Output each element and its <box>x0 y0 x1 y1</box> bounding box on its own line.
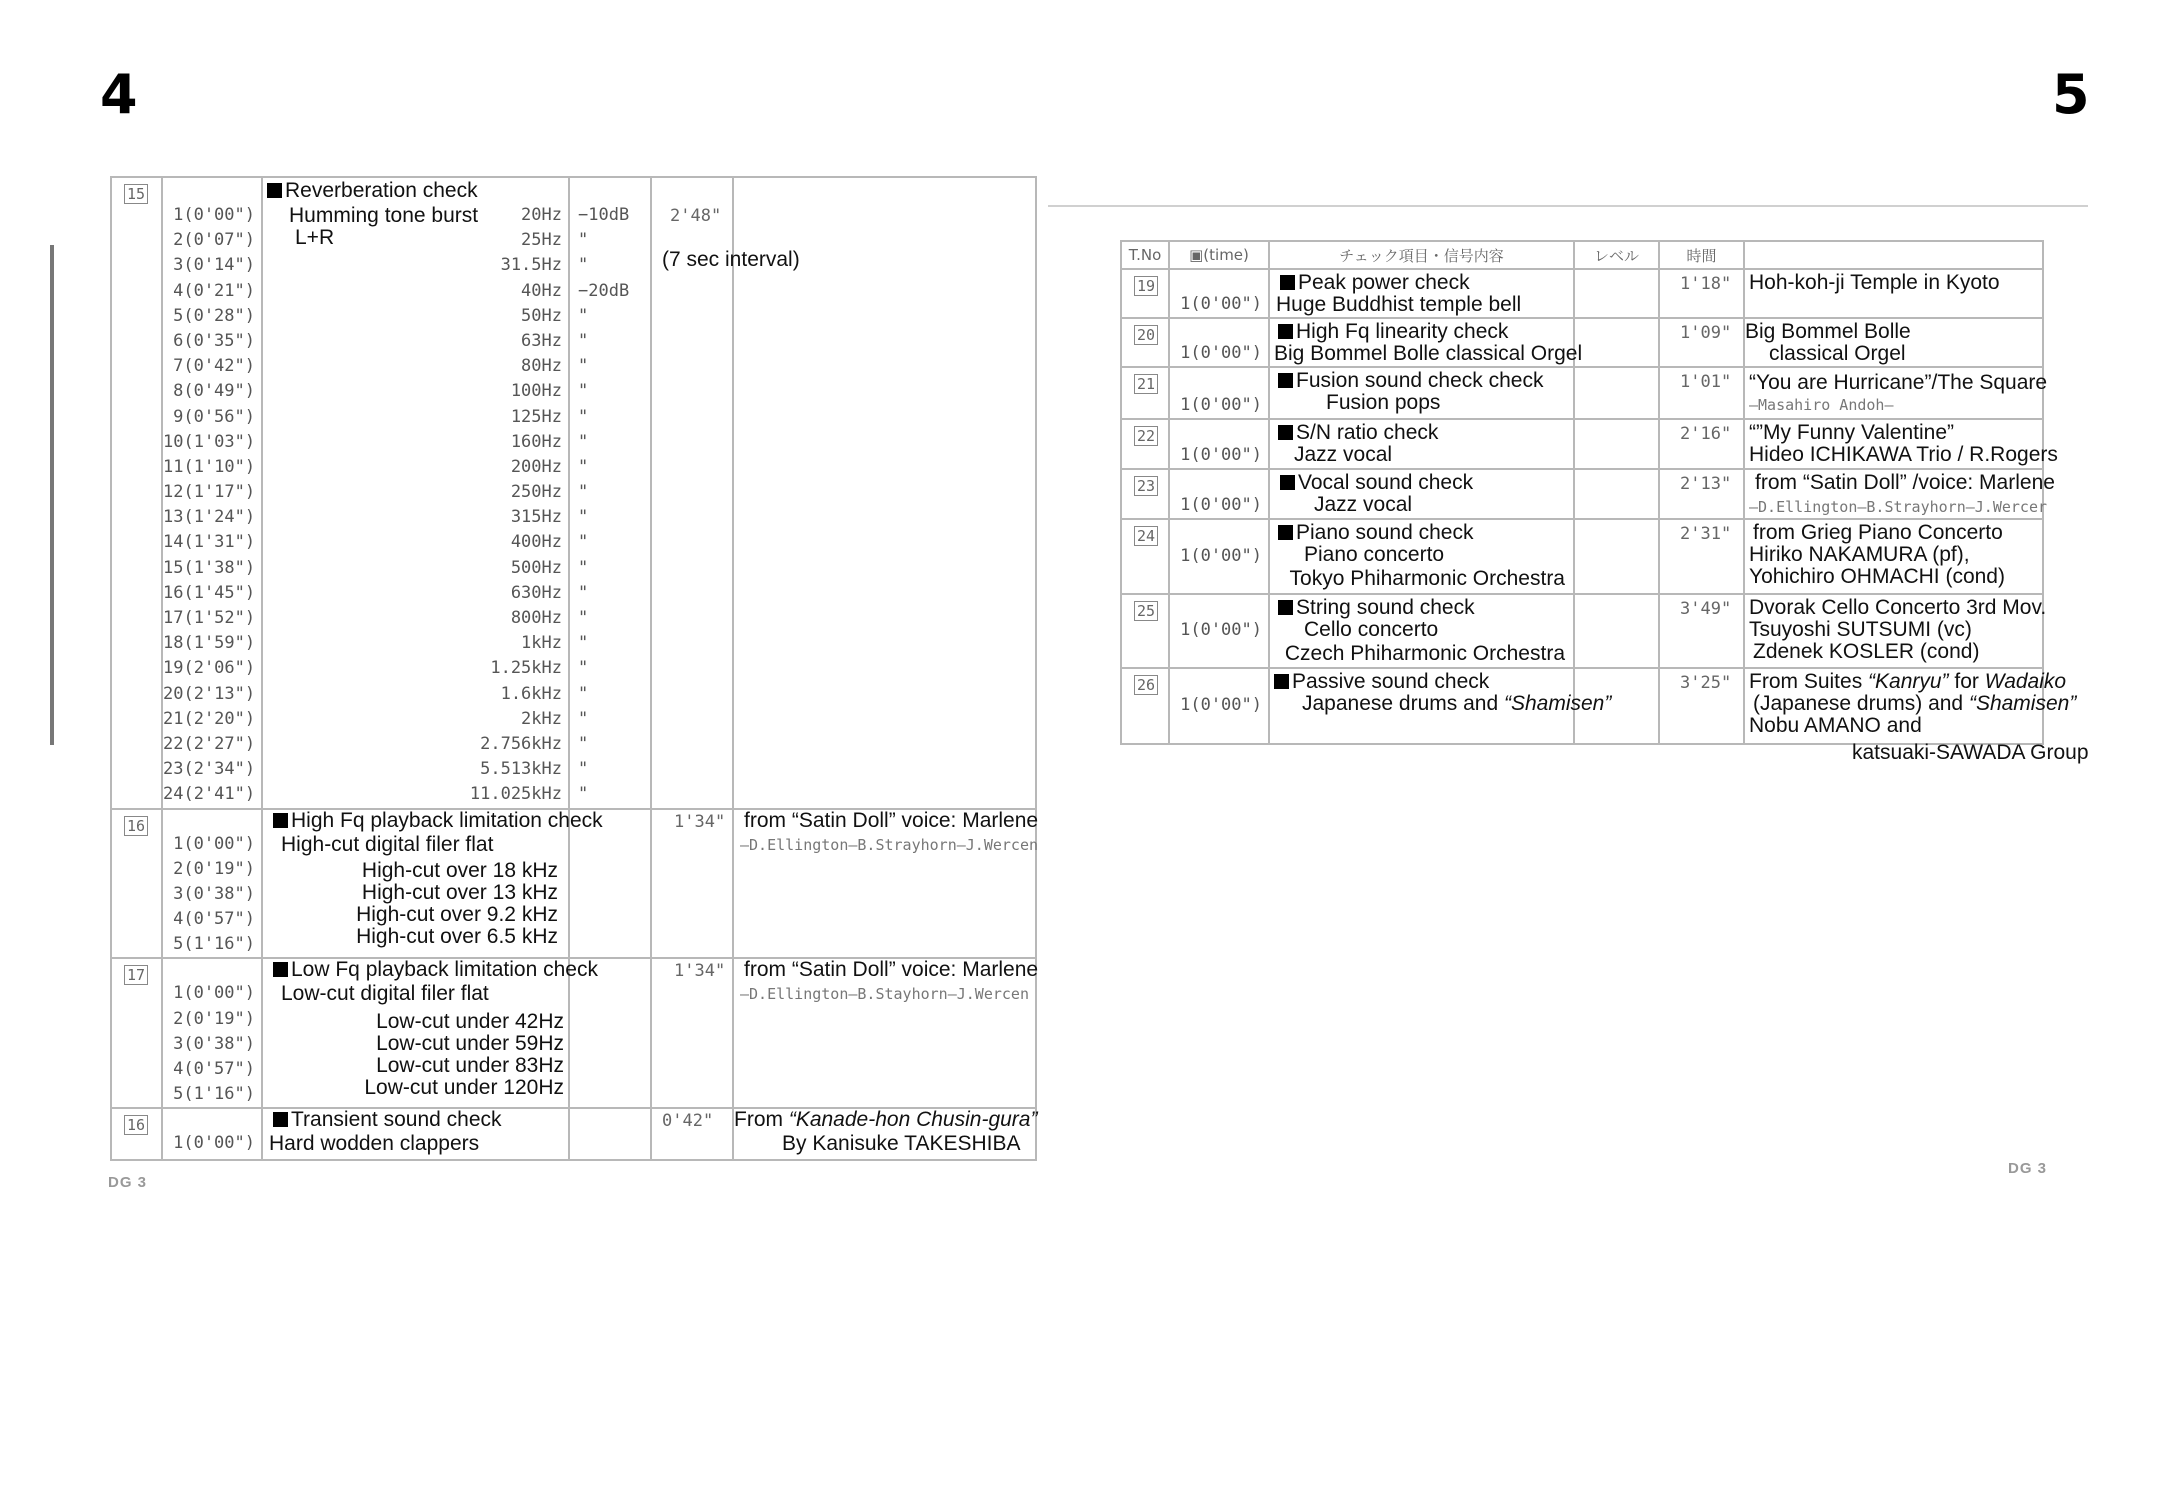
check-title <box>1278 597 1475 619</box>
header-items: チェック項目・信号内容 <box>1269 241 1574 269</box>
filter-item: High-cut over 13 kHz <box>361 880 558 904</box>
track-number: 26 <box>1134 675 1158 695</box>
source-prefix: From <box>734 1108 789 1132</box>
check-title: High Fq playback limitation check <box>291 808 603 832</box>
level-value: " <box>578 431 589 452</box>
level-value: −10dB <box>578 205 630 225</box>
time-mark: 5(0'28") <box>173 305 255 326</box>
time-mark: 22(2'27") <box>163 733 256 754</box>
freq-value: 1kHz <box>521 633 562 654</box>
track-16-row <box>111 809 1036 959</box>
time-mark: 2(0'19") <box>173 1008 255 1029</box>
check-label: String sound check <box>1296 596 1475 619</box>
freq-value: 5.513kHz <box>480 759 562 780</box>
right-table-header <box>1121 241 2043 269</box>
t15-freqs <box>263 203 568 808</box>
duration: 2'16" <box>1680 424 1732 444</box>
level-value: " <box>578 633 589 654</box>
track-number: 17 <box>124 965 148 985</box>
freq-value: 250Hz <box>510 482 562 503</box>
time-mark: 23(2'34") <box>163 759 256 780</box>
t17-check-title <box>273 959 598 981</box>
bullet-square-icon <box>1280 275 1295 290</box>
freq-value: 40Hz <box>521 280 562 301</box>
level-value: " <box>578 608 589 628</box>
freq-value: 80Hz <box>521 356 562 377</box>
check-label: S/N ratio check <box>1296 421 1439 444</box>
check-label: Passive sound check <box>1292 670 1490 693</box>
level-value: " <box>578 305 589 326</box>
source-title: Wadaiko <box>1984 670 2067 693</box>
footer-right: DG 3 <box>2008 1160 2048 1177</box>
source-line2: Hideo ICHIKAWA Trio / R.Rogers <box>1749 443 2058 466</box>
filter-item: High-cut over 18 kHz <box>361 858 558 882</box>
freq-value: 200Hz <box>510 456 562 477</box>
time-mark: 1(0'00") <box>173 833 255 854</box>
bullet-square-icon <box>273 813 288 828</box>
source: Hoh-koh-ji Temple in Kyoto <box>1749 271 2000 294</box>
bullet-square-icon <box>1278 373 1293 388</box>
duration: 1'09" <box>1680 323 1732 343</box>
time-mark: 18(1'59") <box>163 633 256 654</box>
track-22-row <box>1121 419 2043 469</box>
level-value: " <box>578 557 589 578</box>
check-title <box>1278 321 1508 343</box>
t17-credit: —D.Ellington—B.Stayhorn—J.Wercen <box>740 985 1029 1004</box>
bullet-square-icon <box>1278 600 1293 615</box>
time-mark: 13(1'24") <box>163 507 256 528</box>
track-26-row <box>1121 668 2043 744</box>
time-mark: 3(0'14") <box>173 255 255 276</box>
level-value: " <box>578 406 589 427</box>
check-title <box>1278 370 1543 392</box>
source-title: “Kanade-hon Chusin-gura” <box>788 1108 1038 1132</box>
t18-source <box>734 1109 1037 1131</box>
freq-value: 63Hz <box>521 330 562 351</box>
t15-subtitle: Humming tone burst <box>289 204 479 227</box>
freq-value: 125Hz <box>510 406 562 427</box>
source-title: “Shamisen” <box>1968 692 2077 715</box>
source-line2: —D.Ellington—B.Strayhorn—J.Wercer <box>1749 498 2048 516</box>
freq-value: 630Hz <box>510 582 562 603</box>
check-title <box>1280 272 1470 294</box>
time-mark: 15(1'38") <box>163 557 256 578</box>
freq-value: 50Hz <box>521 305 562 326</box>
time-mark: 1(0'00") <box>173 983 255 1004</box>
level-value: " <box>578 230 589 251</box>
bullet-square-icon <box>273 962 288 977</box>
check-desc: Big Bommel Bolle classical Orgel <box>1274 342 1583 365</box>
bullet-square-icon <box>267 183 282 198</box>
source-text: From Suites <box>1749 670 1869 693</box>
t15-interval: (7 sec interval) <box>662 248 800 271</box>
scan-edge-line <box>1048 205 2088 207</box>
duration: 2'31" <box>1680 524 1732 544</box>
track-number: 20 <box>1134 325 1158 345</box>
track-number: 16 <box>124 816 148 836</box>
bullet-square-icon <box>1278 324 1293 339</box>
t18-check-title <box>273 1109 502 1131</box>
source-text: (Japanese drums) and <box>1753 692 1969 715</box>
time-mark: 2(0'19") <box>173 858 255 879</box>
source: Dvorak Cello Concerto 3rd Mov. <box>1749 596 2047 619</box>
track-24-row <box>1121 519 2043 594</box>
check-title <box>1278 422 1438 444</box>
t17-source: from “Satin Doll” voice: Marlene <box>744 958 1039 982</box>
track-number: 19 <box>1134 276 1158 296</box>
filter-item: High-cut digital filer flat <box>281 832 494 856</box>
t16-duration: 1'34" <box>674 811 726 832</box>
track-number: 25 <box>1134 601 1158 621</box>
freq-value: 160Hz <box>510 431 562 452</box>
time-mark: 4(0'57") <box>173 909 255 930</box>
track-number: 21 <box>1134 374 1158 394</box>
scan-edge-line <box>50 245 54 745</box>
time-mark: 1(0'00") <box>1180 620 1262 641</box>
filter-item: High-cut over 6.5 kHz <box>356 924 558 948</box>
source: from “Satin Doll” /voice: Marlene <box>1755 471 2055 494</box>
check-desc: Jazz vocal <box>1314 493 1413 516</box>
level-value: " <box>578 381 589 402</box>
check-label: Fusion sound check check <box>1296 369 1544 392</box>
freq-value: 400Hz <box>510 532 562 553</box>
time-mark: 17(1'52") <box>163 608 256 628</box>
level-value: " <box>578 330 589 351</box>
freq-value: 2kHz <box>521 708 562 729</box>
left-check-table <box>110 176 1037 1161</box>
time-mark: 1(0'00") <box>1180 293 1262 314</box>
source: “You are Hurricane”/The Square <box>1749 371 2048 394</box>
check-desc: Piano concerto <box>1304 543 1445 566</box>
t15-check-title <box>267 179 478 203</box>
header-level: レベル <box>1574 241 1659 269</box>
time-mark: 2(0'07") <box>173 230 255 251</box>
header-duration: 時間 <box>1659 241 1744 269</box>
duration: 3'49" <box>1680 599 1732 619</box>
track-18-row <box>111 1108 1036 1160</box>
freq-value: 25Hz <box>521 230 562 251</box>
time-mark: 20(2'13") <box>163 683 256 704</box>
track-25-row <box>1121 594 2043 668</box>
track-17-row <box>111 958 1036 1108</box>
freq-value: 800Hz <box>510 608 562 628</box>
time-mark: 14(1'31") <box>163 532 256 553</box>
time-mark: 1(0'00") <box>173 1133 255 1154</box>
check-title: Reverberation check <box>285 179 478 202</box>
bullet-square-icon <box>1278 425 1293 440</box>
source: “”My Funny Valentine” <box>1749 421 1955 444</box>
filter-item: High-cut over 9.2 kHz <box>356 902 558 926</box>
check-desc <box>1302 693 1611 715</box>
header-time <box>1169 241 1269 269</box>
t18-duration: 0'42" <box>662 1111 714 1132</box>
t18-source-author: By Kanisuke TAKESHIBA <box>782 1132 1021 1156</box>
time-mark: 1(0'00") <box>1180 394 1262 415</box>
track-number: 23 <box>1134 476 1158 496</box>
check-label: Peak power check <box>1298 271 1470 294</box>
freq-value: 20Hz <box>521 205 562 225</box>
source-text: for <box>1948 670 1985 693</box>
check-desc: Huge Buddhist temple bell <box>1276 293 1522 316</box>
check-label: Vocal sound check <box>1298 471 1474 494</box>
filter-item: Low-cut under 83Hz <box>376 1054 564 1078</box>
track-number: 22 <box>1134 426 1158 446</box>
time-mark: 16(1'45") <box>163 582 256 603</box>
t15-levels <box>570 203 650 808</box>
footer-left: DG 3 <box>108 1174 148 1191</box>
time-mark: 21(2'20") <box>163 708 256 729</box>
t16-check-title <box>273 810 603 832</box>
bullet-square-icon <box>1278 525 1293 540</box>
tape-icon: ▣ <box>1189 246 1204 264</box>
time-mark: 24(2'41") <box>163 784 256 805</box>
freq-value: 1.6kHz <box>500 683 562 704</box>
filter-item: Low-cut under 42Hz <box>376 1010 564 1034</box>
time-mark: 1(0'00") <box>1180 444 1262 465</box>
source <box>1749 671 2066 693</box>
t16-source: from “Satin Doll” voice: Marlene <box>744 808 1039 832</box>
t15-duration: 2'48" <box>670 206 722 226</box>
level-value: " <box>578 456 589 477</box>
track-15-row <box>111 177 1036 809</box>
time-mark: 5(1'16") <box>173 934 255 955</box>
freq-value: 2.756kHz <box>480 733 562 754</box>
level-value: " <box>578 356 589 377</box>
freq-value: 11.025kHz <box>469 784 562 805</box>
duration: 2'13" <box>1680 474 1732 494</box>
page-number-right: 5 <box>2052 63 2090 126</box>
desc-emphasis: “Shamisen” <box>1503 692 1612 715</box>
t17-duration: 1'34" <box>674 961 726 982</box>
check-title: Low Fq playback limitation check <box>291 958 598 982</box>
check-title <box>1280 472 1473 494</box>
check-title <box>1274 671 1489 693</box>
level-value: " <box>578 255 589 276</box>
time-mark: 1(0'00") <box>1180 545 1262 566</box>
time-mark: 1(0'00") <box>173 205 255 225</box>
header-time-label: (time) <box>1203 246 1249 264</box>
bullet-square-icon <box>1280 475 1295 490</box>
source-line2 <box>1753 693 2076 715</box>
duration: 3'25" <box>1680 673 1732 693</box>
track-23-row <box>1121 469 2043 519</box>
source-title: “Kanryu” <box>1868 670 1949 693</box>
check-desc-line2: Tokyo Phiharmonic Orchestra <box>1289 567 1565 590</box>
track-number: 15 <box>124 184 148 204</box>
bullet-square-icon <box>1274 674 1289 689</box>
check-label: High Fq linearity check <box>1296 320 1509 343</box>
level-value: " <box>578 482 589 503</box>
time-mark: 1(0'00") <box>1180 695 1262 716</box>
freq-value: 1.25kHz <box>490 658 562 679</box>
level-value: " <box>578 733 589 754</box>
time-mark: 6(0'35") <box>173 330 255 351</box>
track-number: 24 <box>1134 526 1158 546</box>
freq-value: 100Hz <box>510 381 562 402</box>
time-mark: 4(0'21") <box>173 280 255 301</box>
level-value: −20dB <box>578 280 630 301</box>
right-check-table <box>1120 240 2077 745</box>
level-value: " <box>578 582 589 603</box>
check-desc-line2: Czech Phiharmonic Orchestra <box>1284 642 1565 665</box>
freq-value: 31.5Hz <box>500 255 562 276</box>
t15-times <box>163 203 261 808</box>
check-title: Transient sound check <box>291 1108 502 1132</box>
track-number: 16 <box>124 1115 148 1135</box>
time-mark: 10(1'03") <box>163 431 256 452</box>
page-number-left: 4 <box>100 63 138 126</box>
duration: 1'18" <box>1680 274 1732 294</box>
t16-credit: —D.Ellington—B.Strayhorn—J.Wercen <box>740 835 1039 854</box>
t15-channel: L+R <box>295 226 335 249</box>
time-mark: 19(2'06") <box>163 658 256 679</box>
source-line3: Nobu AMANO and <box>1749 714 1922 737</box>
freq-value: 500Hz <box>510 557 562 578</box>
level-value: " <box>578 784 589 805</box>
filter-item: Low-cut under 120Hz <box>364 1076 564 1100</box>
freq-value: 315Hz <box>510 507 562 528</box>
check-desc: Cello concerto <box>1304 618 1439 641</box>
level-value: " <box>578 683 589 704</box>
level-value: " <box>578 532 589 553</box>
level-value: " <box>578 658 589 679</box>
source: from Grieg Piano Concerto <box>1753 521 2003 544</box>
time-mark: 1(0'00") <box>1180 494 1262 515</box>
time-mark: 8(0'49") <box>173 381 255 402</box>
check-title <box>1278 522 1473 544</box>
source-line3: Zdenek KOSLER (cond) <box>1753 640 1980 663</box>
filter-item: Low-cut under 59Hz <box>376 1032 564 1056</box>
source-line2: classical Orgel <box>1769 342 1906 365</box>
time-mark: 9(0'56") <box>173 406 255 427</box>
duration: 1'01" <box>1680 372 1732 392</box>
time-mark: 5(1'16") <box>173 1084 255 1105</box>
check-desc: Jazz vocal <box>1294 443 1393 466</box>
check-desc: Fusion pops <box>1326 391 1441 414</box>
time-mark: 1(0'00") <box>1180 342 1262 363</box>
source-line2: —Masahiro Andoh— <box>1749 396 1894 414</box>
level-value: " <box>578 507 589 528</box>
track-26-source-line4: katsuaki-SAWADA Group <box>1852 741 2089 764</box>
source-line3: Yohichiro OHMACHI (cond) <box>1749 565 2005 588</box>
t18-desc: Hard wodden clappers <box>269 1132 480 1156</box>
source: Big Bommel Bolle <box>1745 320 1911 343</box>
time-mark: 11(1'10") <box>163 456 256 477</box>
desc-prefix: Japanese drums and <box>1302 692 1504 715</box>
time-mark: 12(1'17") <box>163 482 256 503</box>
track-19-row <box>1121 269 2043 318</box>
header-tno: T.No <box>1121 241 1169 269</box>
level-value: " <box>578 759 589 780</box>
level-value: " <box>578 708 589 729</box>
time-mark: 4(0'57") <box>173 1059 255 1079</box>
time-mark: 3(0'38") <box>173 1033 255 1054</box>
source-line2: Tsuyoshi SUTSUMI (vc) <box>1749 618 1972 641</box>
check-label: Piano sound check <box>1296 521 1474 544</box>
track-21-row <box>1121 367 2043 419</box>
source-line2: Hiriko NAKAMURA (pf), <box>1749 543 1970 566</box>
filter-item: Low-cut digital filer flat <box>281 982 489 1006</box>
time-mark: 7(0'42") <box>173 356 255 377</box>
time-mark: 3(0'38") <box>173 883 255 904</box>
track-20-row <box>1121 318 2043 367</box>
bullet-square-icon <box>273 1112 288 1127</box>
